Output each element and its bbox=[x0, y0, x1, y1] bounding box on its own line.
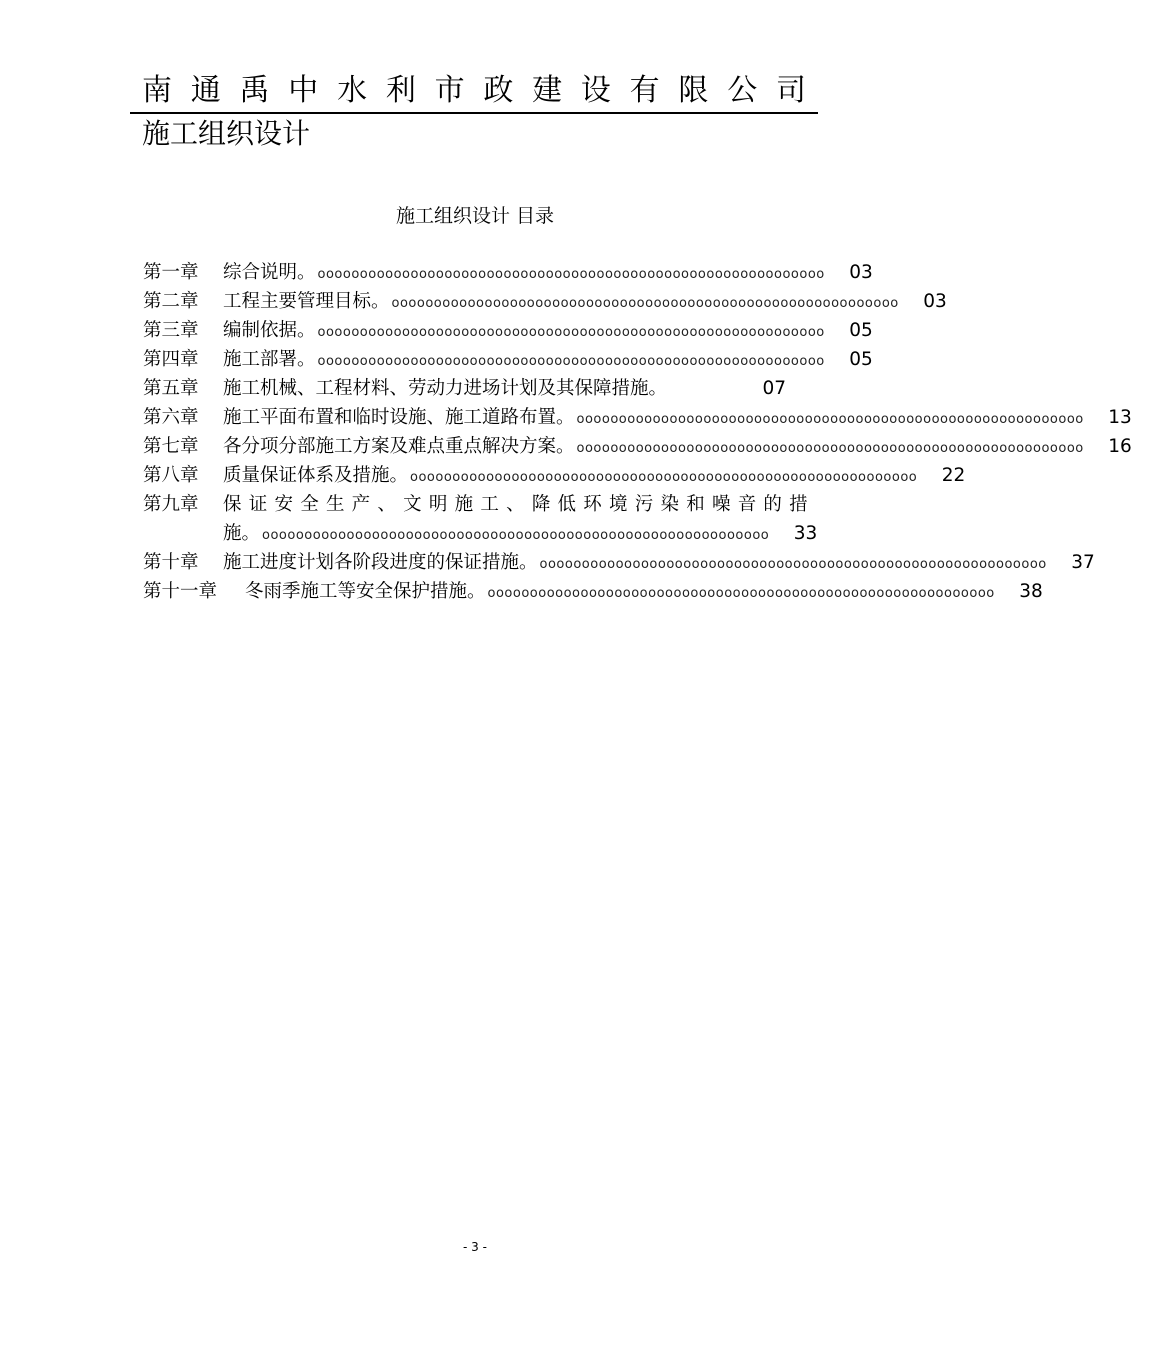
toc-title-char: 全 bbox=[300, 494, 319, 515]
company-name-char: 限 bbox=[678, 73, 709, 108]
toc-title: 工程主要管理目标。 bbox=[223, 291, 390, 312]
toc-page: 16 bbox=[1108, 436, 1132, 457]
company-name-char: 公 bbox=[727, 73, 758, 108]
toc-leader: oooooooooooooooooooooooooooooooooooooooooooooooooooooooooooo bbox=[391, 296, 899, 311]
toc-chapter: 第六章 bbox=[143, 407, 199, 428]
toc-leader: oooooooooooooooooooooooooooooooooooooooooooooooooooooooooooo bbox=[262, 528, 770, 543]
toc-title: 施工平面布置和临时设施、施工道路布置。 bbox=[223, 407, 575, 428]
company-name-char: 建 bbox=[532, 73, 563, 108]
toc-title-char: 证 bbox=[248, 494, 268, 515]
page-number: - 3 - bbox=[463, 1240, 487, 1254]
toc-page: 05 bbox=[849, 349, 873, 370]
company-name-char: 市 bbox=[434, 73, 465, 108]
toc-title-char: 安 bbox=[274, 494, 293, 515]
toc-title-char: 、 bbox=[506, 494, 525, 515]
company-name-char: 禹 bbox=[239, 73, 270, 108]
toc-title: 编制依据。 bbox=[223, 320, 316, 341]
toc-row[interactable] bbox=[143, 316, 873, 345]
toc-title-char: 明 bbox=[428, 494, 448, 515]
toc-page: 03 bbox=[849, 262, 873, 283]
toc-title-char: 施 bbox=[454, 494, 474, 515]
company-name-char: 通 bbox=[190, 73, 221, 108]
toc-leader: oooooooooooooooooooooooooooooooooooooooooooooooooooooooooooo bbox=[576, 441, 1084, 456]
table-of-contents bbox=[143, 258, 1132, 606]
toc-page: 07 bbox=[762, 378, 786, 399]
toc-title-line2: 施。 bbox=[223, 523, 261, 544]
toc-leader: oooooooooooooooooooooooooooooooooooooooooooooooooooooooooooo bbox=[539, 557, 1047, 572]
toc-row-continuation[interactable] bbox=[143, 519, 818, 548]
toc-title-char: 的 bbox=[763, 494, 782, 515]
toc-row[interactable] bbox=[143, 345, 873, 374]
company-name bbox=[130, 72, 818, 110]
company-name-char: 政 bbox=[483, 73, 514, 108]
toc-title-char: 文 bbox=[403, 494, 422, 515]
toc-page: 22 bbox=[941, 465, 966, 486]
toc-title-char: 和 bbox=[686, 494, 705, 515]
toc-row[interactable] bbox=[143, 548, 1095, 577]
toc-title-char: 环 bbox=[583, 494, 602, 515]
toc-title-char: 噪 bbox=[711, 494, 731, 515]
toc-page: 33 bbox=[793, 523, 818, 544]
company-name-char: 中 bbox=[288, 73, 319, 108]
toc-page: 38 bbox=[1019, 581, 1043, 602]
toc-page: 13 bbox=[1108, 407, 1132, 428]
toc-page: 05 bbox=[849, 320, 873, 341]
toc-leader: oooooooooooooooooooooooooooooooooooooooooooooooooooooooooooo bbox=[317, 354, 825, 369]
toc-chapter: 第九章 bbox=[143, 494, 199, 515]
toc-leader: oooooooooooooooooooooooooooooooooooooooooooooooooooooooooooo bbox=[317, 325, 825, 340]
toc-title-char: 染 bbox=[660, 494, 679, 515]
toc-title: 各分项分部施工方案及难点重点解决方案。 bbox=[223, 436, 575, 457]
toc-title-char: 污 bbox=[634, 494, 654, 515]
company-name-char: 水 bbox=[337, 73, 368, 108]
toc-row[interactable] bbox=[143, 577, 1043, 606]
toc-title-char: 音 bbox=[737, 494, 757, 515]
toc-row[interactable] bbox=[143, 374, 808, 403]
toc-title-char: 产 bbox=[351, 494, 371, 515]
company-name-char: 设 bbox=[580, 73, 611, 108]
toc-title-char: 低 bbox=[557, 494, 577, 515]
toc-leader: oooooooooooooooooooooooooooooooooooooooooooooooooooooooooooo bbox=[410, 470, 918, 485]
toc-title-char: 降 bbox=[531, 494, 551, 515]
toc-chapter: 第八章 bbox=[143, 465, 199, 486]
toc-title-char: 境 bbox=[609, 494, 628, 515]
toc-page: 03 bbox=[923, 291, 947, 312]
toc-row[interactable] bbox=[143, 403, 1132, 432]
toc-chapter: 第七章 bbox=[143, 436, 199, 457]
toc-chapter: 第四章 bbox=[143, 349, 199, 370]
toc-title: 综合说明。 bbox=[223, 262, 316, 283]
toc-chapter: 第十一章 bbox=[143, 581, 218, 602]
company-name-char: 司 bbox=[775, 73, 806, 108]
company-name-char: 有 bbox=[629, 73, 660, 108]
toc-row[interactable] bbox=[143, 287, 947, 316]
toc-chapter: 第五章 bbox=[143, 378, 199, 399]
toc-title-char: 措 bbox=[789, 494, 808, 515]
toc-title-line1 bbox=[223, 490, 808, 519]
toc-page: 37 bbox=[1071, 552, 1095, 573]
toc-row[interactable] bbox=[143, 258, 873, 287]
toc-title-char: 工 bbox=[480, 494, 499, 515]
toc-title: 施工进度计划各阶段进度的保证措施。 bbox=[223, 552, 538, 573]
document-title: 施工组织设计 bbox=[142, 117, 311, 150]
toc-title-char: 生 bbox=[325, 494, 345, 515]
toc-leader: oooooooooooooooooooooooooooooooooooooooooooooooooooooooooooo bbox=[317, 267, 825, 282]
toc-heading: 施工组织设计 目录 bbox=[395, 205, 555, 227]
toc-row[interactable] bbox=[143, 461, 966, 490]
toc-chapter: 第一章 bbox=[143, 262, 199, 283]
toc-title-char: 保 bbox=[223, 494, 242, 515]
toc-title-char: 、 bbox=[377, 494, 396, 515]
toc-chapter: 第十章 bbox=[143, 552, 199, 573]
toc-leader: oooooooooooooooooooooooooooooooooooooooooooooooooooooooooooo bbox=[576, 412, 1084, 427]
toc-title: 冬雨季施工等安全保护措施。 bbox=[245, 581, 486, 602]
toc-leader: oooooooooooooooooooooooooooooooooooooooooooooooooooooooooooo bbox=[487, 586, 995, 601]
toc-title: 施工机械、工程材料、劳动力进场计划及其保障措施。 bbox=[223, 378, 668, 399]
company-name-char: 南 bbox=[142, 73, 172, 108]
toc-title: 质量保证体系及措施。 bbox=[223, 465, 409, 486]
toc-row[interactable] bbox=[143, 432, 1132, 461]
company-name-char: 利 bbox=[385, 73, 416, 108]
toc-chapter: 第三章 bbox=[143, 320, 199, 341]
toc-chapter: 第二章 bbox=[143, 291, 199, 312]
toc-row[interactable] bbox=[143, 490, 808, 519]
page-header bbox=[130, 72, 818, 114]
toc-title: 施工部署。 bbox=[223, 349, 316, 370]
